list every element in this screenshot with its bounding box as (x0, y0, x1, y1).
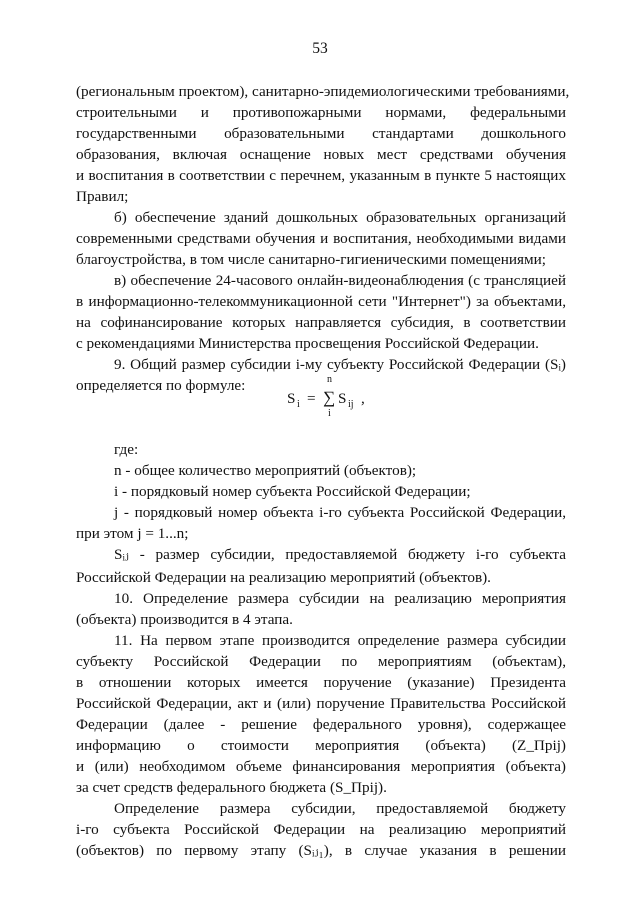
text-line: в информационно-телекоммуникационной сети "Интернет") за объектами, (76, 293, 566, 310)
text-line: на софинансирование которых направляется субсидия, в соответствии (76, 314, 566, 331)
text-line: i-го субъекта Российской Федерации на реализацию мероприятий (76, 821, 566, 838)
text-line: (объектов) по первому этапу (Sᵢⱼ₁), в случае указания в решении (76, 842, 566, 859)
text-line: субъекту Российской Федерации по мероприятиям (объектам), (76, 653, 566, 670)
text-line: 9. Общий размер субсидии i-му субъекту Российской Федерации (Sᵢ) (114, 356, 566, 373)
formula-lower: i (328, 408, 331, 419)
text-line: i - порядковый номер субъекта Российской Федерации; (114, 483, 471, 500)
text-line: Правил; (76, 188, 129, 205)
text-line: Sᵢⱼ - размер субсидии, предоставляемой бюджету i-го субъекта (114, 546, 566, 563)
text-line: современными средствами обучения и воспитания, необходимыми видами (76, 230, 566, 247)
text-line: Федерации (далее - решение федерального уровня), содержащее (76, 716, 566, 733)
text-line: строительными и противопожарными нормами, федеральными (76, 104, 566, 121)
text-line: определяется по формуле: (76, 377, 246, 394)
text-line: с рекомендациями Министерства просвещения Российской Федерации. (76, 335, 539, 352)
text-line: 10. Определение размера субсидии на реализацию мероприятия (114, 590, 566, 607)
text-line: Российской Федерации, акт и (или) поручение Правительства Российской (76, 695, 566, 712)
text-line: и (или) необходимом объеме финансирования мероприятия (объекта) (76, 758, 566, 775)
text-line: образования, включая оснащение новых мест средствами обучения (76, 146, 566, 163)
page-number: 53 (312, 40, 328, 57)
text-line: Определение размера субсидии, предоставляемой бюджету (114, 800, 566, 817)
text-line: государственными образовательными стандартами дошкольного (76, 125, 566, 142)
text-line: (региональным проектом), санитарно-эпидемиологическими требованиями, (76, 83, 570, 100)
formula-comma: , (361, 390, 365, 407)
text-line: при этом j = 1...n; (76, 525, 189, 542)
text-line: и воспитания в соответствии с перечнем, указанным в пункте 5 настоящих (76, 167, 566, 184)
text-line: в) обеспечение 24-часового онлайн-видеонаблюдения (с трансляцией (114, 272, 566, 289)
formula-term-sub: ij (348, 399, 354, 410)
text-line: благоустройства, в том числе санитарно-гигиеническими помещениями; (76, 251, 546, 268)
formula-sum: ∑ (323, 388, 336, 407)
text-line: в отношении которых имеется поручение (указание) Президента (76, 674, 566, 691)
formula-lhs: S (287, 390, 296, 407)
text-line: 11. На первом этапе производится определение размера субсидии (114, 632, 566, 649)
text-line: j - порядковый номер объекта i-го субъекта Российской Федерации, (114, 504, 566, 521)
formula-equals: = (307, 390, 316, 407)
text-line: за счет средств федерального бюджета (S_Пpij). (76, 779, 387, 796)
text-line: n - общее количество мероприятий (объектов); (114, 462, 417, 479)
subsidy-formula (287, 374, 407, 420)
formula-upper: n (327, 374, 332, 385)
text-line: (объекта) производится в 4 этапа. (76, 611, 293, 628)
text-line: б) обеспечение зданий дошкольных образовательных организаций (114, 209, 566, 226)
text-line: Российской Федерации на реализацию мероприятий (объектов). (76, 569, 491, 586)
text-line: где: (114, 441, 139, 458)
formula-term: S (338, 390, 347, 407)
text-line: информацию о стоимости мероприятия (объекта) (Z_Пpij) (76, 737, 566, 754)
formula-lhs-sub: i (297, 399, 300, 410)
